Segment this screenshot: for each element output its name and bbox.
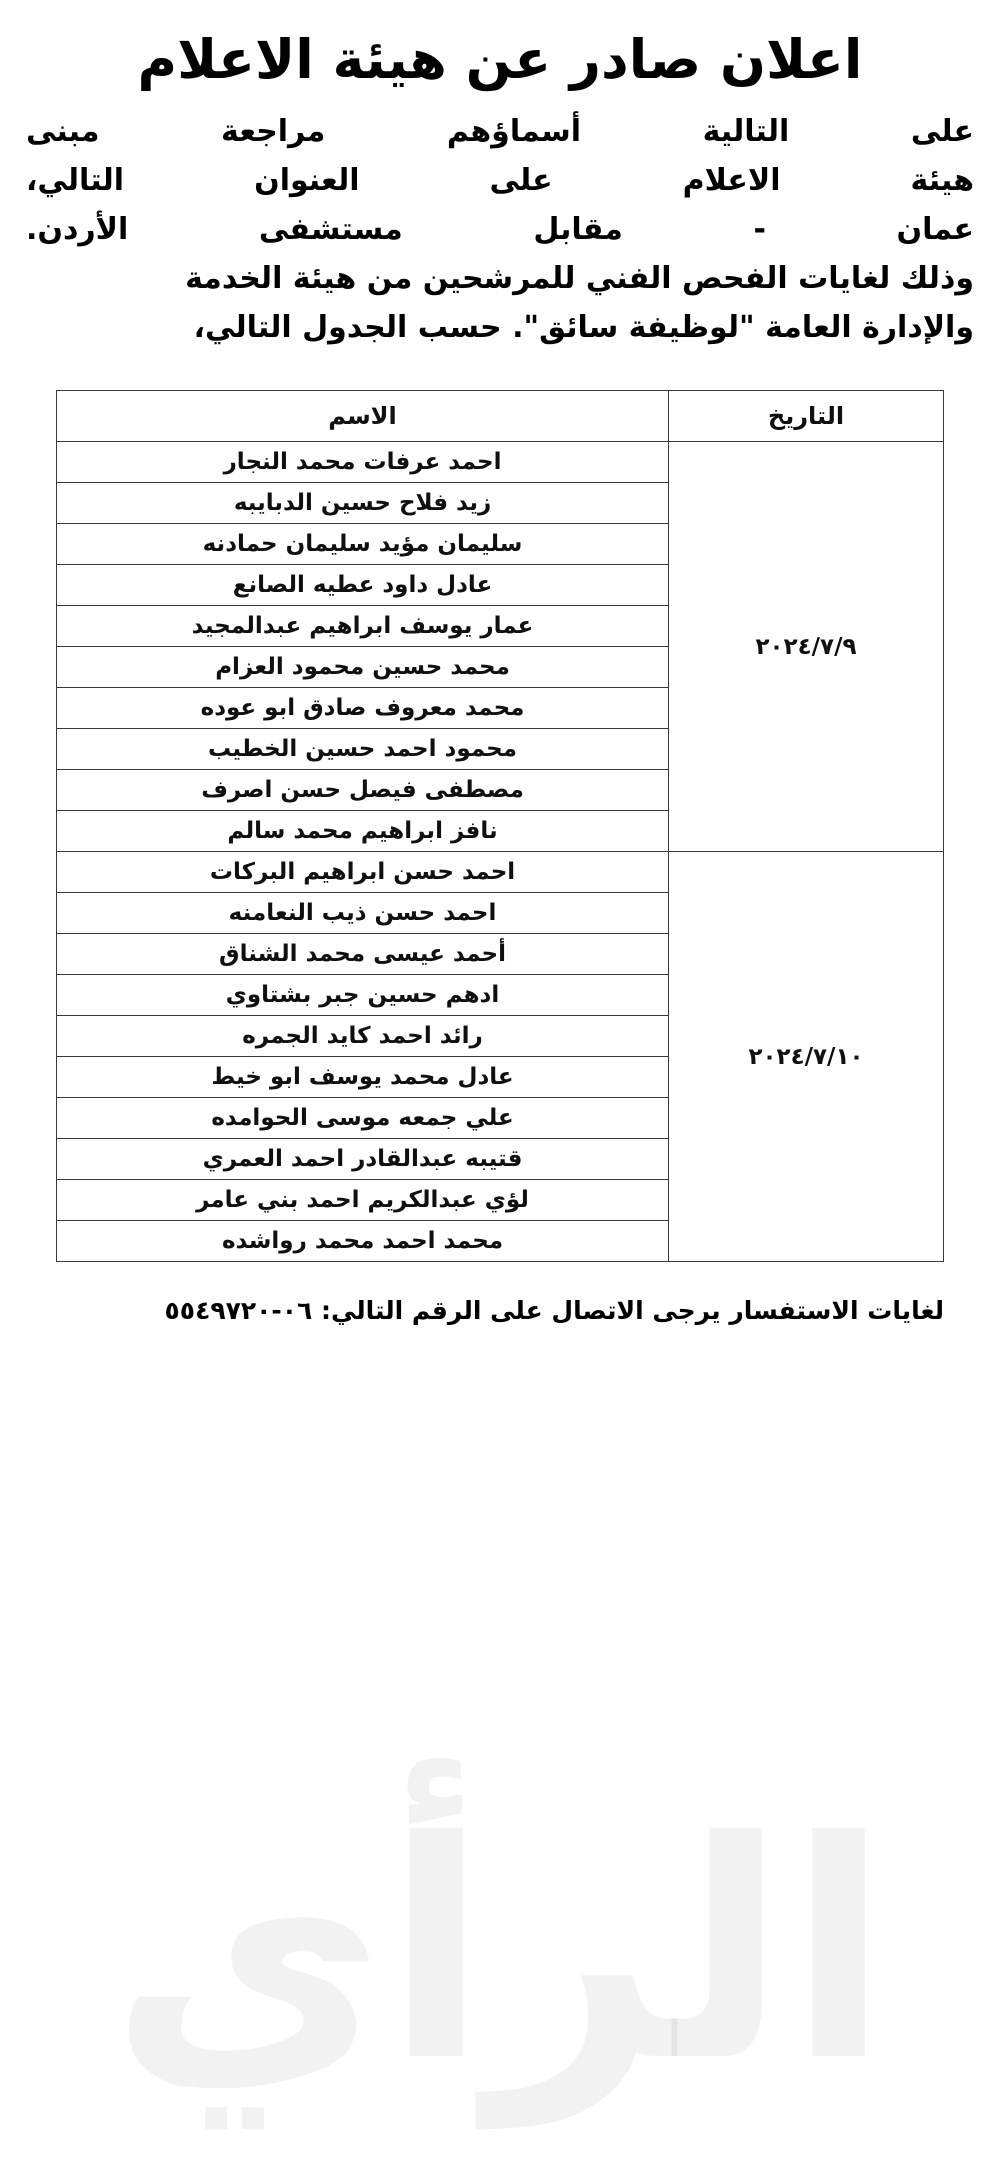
name-cell: علي جمعه موسى الحوامده <box>57 1098 669 1139</box>
name-cell: محمود احمد حسين الخطيب <box>57 729 669 770</box>
name-cell: محمد حسين محمود العزام <box>57 647 669 688</box>
name-cell: احمد حسن ابراهيم البركات <box>57 852 669 893</box>
name-cell: عمار يوسف ابراهيم عبدالمجيد <box>57 606 669 647</box>
page-title: اعلان صادر عن هيئة الاعلام <box>137 28 863 91</box>
name-cell: نافز ابراهيم محمد سالم <box>57 811 669 852</box>
intro-line-1: على التالية أسماؤهم مراجعة مبنى <box>26 114 974 149</box>
table-body <box>57 442 944 1262</box>
table-head <box>57 391 944 442</box>
intro-line-2: هيئة الاعلام على العنوان التالي، <box>26 163 974 198</box>
column-header-name: الاسم <box>57 391 669 442</box>
table-row <box>57 852 944 893</box>
names-table <box>56 390 944 1262</box>
name-cell: احمد حسن ذيب النعامنه <box>57 893 669 934</box>
intro-paragraph <box>26 109 974 350</box>
column-header-date: التاريخ <box>669 391 944 442</box>
name-cell: محمد معروف صادق ابو عوده <box>57 688 669 729</box>
name-cell: عادل محمد يوسف ابو خيط <box>57 1057 669 1098</box>
contact-note: لغايات الاستفسار يرجى الاتصال على الرقم التالي: ٠٦-٥٥٤٩٧٢٠ <box>164 1296 944 1325</box>
intro-line-3: عمان - مقابل مستشفى الأردن. <box>26 212 974 247</box>
table-header-row <box>57 391 944 442</box>
name-cell: زيد فلاح حسين الدبايبه <box>57 483 669 524</box>
name-cell: احمد عرفات محمد النجار <box>57 442 669 483</box>
name-cell: محمد احمد محمد رواشده <box>57 1221 669 1262</box>
name-cell: ادهم حسين جبر بشتاوي <box>57 975 669 1016</box>
date-cell-group-1: ٢٠٢٤/٧/٩ <box>669 442 944 852</box>
name-cell: قتيبه عبدالقادر احمد العمري <box>57 1139 669 1180</box>
document-content <box>26 28 974 1325</box>
name-cell: أحمد عيسى محمد الشناق <box>57 934 669 975</box>
intro-line-4: وذلك لغايات الفحص الفني للمرشحين من هيئة الخدمة <box>185 261 974 296</box>
table-row <box>57 442 944 483</box>
intro-line-5: والإدارة العامة "لوظيفة سائق". حسب الجدول التالي، <box>193 310 974 345</box>
names-table-container <box>56 390 944 1262</box>
name-cell: لؤي عبدالكريم احمد بني عامر <box>57 1180 669 1221</box>
name-cell: رائد احمد كايد الجمره <box>57 1016 669 1057</box>
watermark: الرأي <box>110 1778 890 2127</box>
date-cell-group-2: ٢٠٢٤/٧/١٠ <box>669 852 944 1262</box>
name-cell: سليمان مؤيد سليمان حمادنه <box>57 524 669 565</box>
name-cell: مصطفى فيصل حسن اصرف <box>57 770 669 811</box>
name-cell: عادل داود عطيه الصانع <box>57 565 669 606</box>
